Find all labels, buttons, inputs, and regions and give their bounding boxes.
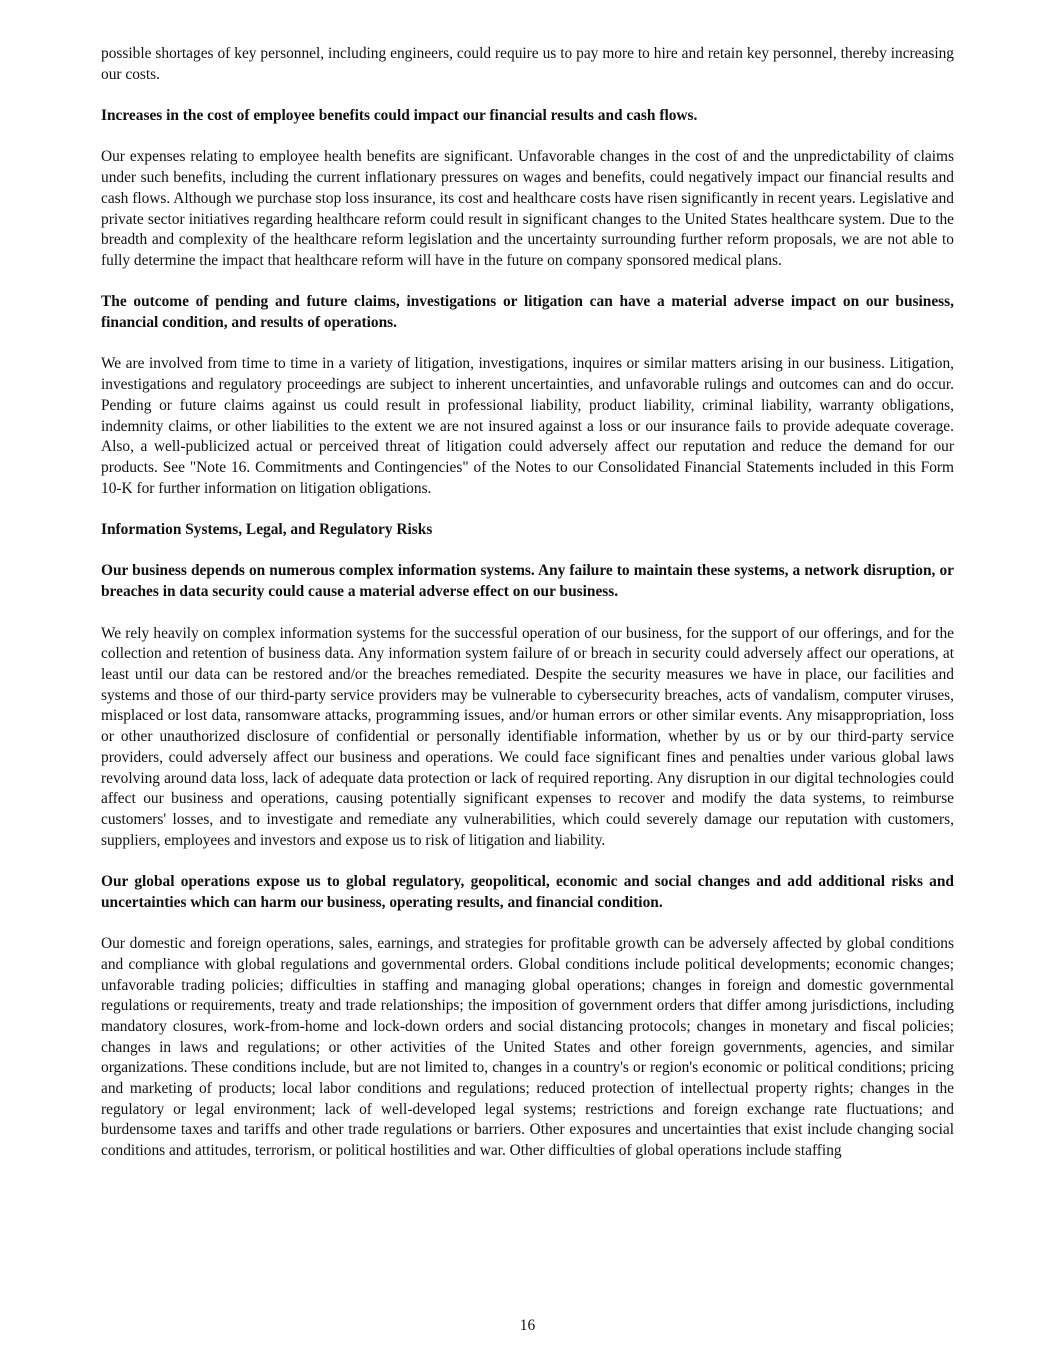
document-page <box>101 44 954 1183</box>
heading-employee-benefits: Increases in the cost of employee benefits could impact our financial results and cash flows. <box>101 107 698 125</box>
paragraph-employee-benefits: Our expenses relating to employee health benefits are significant. Unfavorable changes in the cost of and the unpredictability of claims under such benefits, including the current inflationary pressures on wages and benefits, could negatively impact our financial results and cash flows. Although we purchase stop loss insurance, its cost and healthcare costs have risen significantly in recent years. Legislative and private sector initiatives regarding healthcare reform could result in significant changes to the United States healthcare system. Due to the breadth and complexity of the healthcare reform legislation and the uncertainty surrounding further reform proposals, we are not able to fully determine the impact that healthcare reform will have in the future on company sponsored medical plans. <box>101 148 954 269</box>
heading-global-operations: Our global operations expose us to global regulatory, geopolitical, economic and social changes and add additional risks and uncertainties which can harm our business, operating results, and financial condition. <box>101 873 954 911</box>
heading-claims-litigation: The outcome of pending and future claims, investigations or litigation can have a material adverse impact on our business, financial condition, and results of operations. <box>101 293 954 332</box>
paragraph-personnel-costs-continued: possible shortages of key personnel, including engineers, could require us to pay more to hire and retain key personnel, thereby increasing our costs. <box>101 45 954 83</box>
section-title-information-systems-legal-regulatory: Information Systems, Legal, and Regulatory Risks <box>101 521 433 539</box>
page-number: 16 <box>519 1317 536 1334</box>
paragraph-claims-litigation: We are involved from time to time in a variety of litigation, investigations, inquires or similar matters arising in our business. Litigation, investigations and regulatory proceedings are subject to inherent uncertainties, and unfavorable rulings and outcomes can and do occur. Pending or future claims against us could result in professional liability, product liability, criminal liability, warranty obligations, indemnity claims, or other liabilities to the extent we are not insured against a loss or our insurance fails to provide adequate coverage. Also, a well-publicized actual or perceived threat of litigation could adversely affect our reputation and reduce the demand for our products. See "Note 16. Commitments and Contingencies" of the Notes to our Consolidated Financial Statements included in this Form 10-K for further information on litigation obligations. <box>101 355 954 497</box>
heading-information-systems: Our business depends on numerous complex information systems. Any failure to maintain these systems, a network disruption, or breaches in data security could cause a material adverse effect on our business. <box>101 562 954 601</box>
paragraph-information-systems: We rely heavily on complex information systems for the successful operation of our business, for the support of our offerings, and for the collection and retention of business data. Any information system failure of or breach in security could adversely affect our operations, at least until our data can be restored and/or the breaches remediated. Despite the security measures we have in place, our facilities and systems and those of our third-party service providers may be vulnerable to cybersecurity breaches, acts of vandalism, computer viruses, misplaced or lost data, ransomware attacks, programming issues, and/or human errors or other similar events. Any misappropriation, loss or other unauthorized disclosure of confidential or personally identifiable information, whether by us or by our third-party service providers, could adversely affect our business and operations. We could face significant fines and penalties under various global laws revolving around data loss, lack of adequate data protection or lack of required reporting. Any disruption in our digital technologies could affect our business and operations, causing potentially significant expenses to recover and modify the data systems, to reimburse customers' losses, and to investigate and remediate any vulnerabilities, which could severely damage our reputation with customers, suppliers, employees and investors and expose us to risk of litigation and liability. <box>101 624 954 849</box>
paragraph-global-operations: Our domestic and foreign operations, sales, earnings, and strategies for profitable growth can be adversely affected by global conditions and compliance with global regulations and governmental orders. Global conditions include political developments; economic changes; unfavorable trading policies; difficulties in staffing and managing global operations; changes in foreign and domestic governmental regulations or requirements, treaty and trade relationships; the imposition of government orders that differ among jurisdictions, including mandatory closures, work-from-home and lock-down orders and social distancing protocols; changes in monetary and fiscal policies; changes in laws and regulations; or other activities of the United States and other foreign governments, agencies, and similar organizations. These conditions include, but are not limited to, changes in a country's or region's economic or political conditions; pricing and marketing of products; local labor conditions and regulations; reduced protection of intellectual property rights; changes in the regulatory or legal environment; lack of well-developed legal systems; restrictions and foreign exchange rate fluctuations; and burdensome taxes and tariffs and other trade regulations or barriers. Other exposures and uncertainties that exist include changing social conditions and attitudes, terrorism, or political hostilities and war. Other difficulties of global operations include staffing <box>101 935 954 1160</box>
